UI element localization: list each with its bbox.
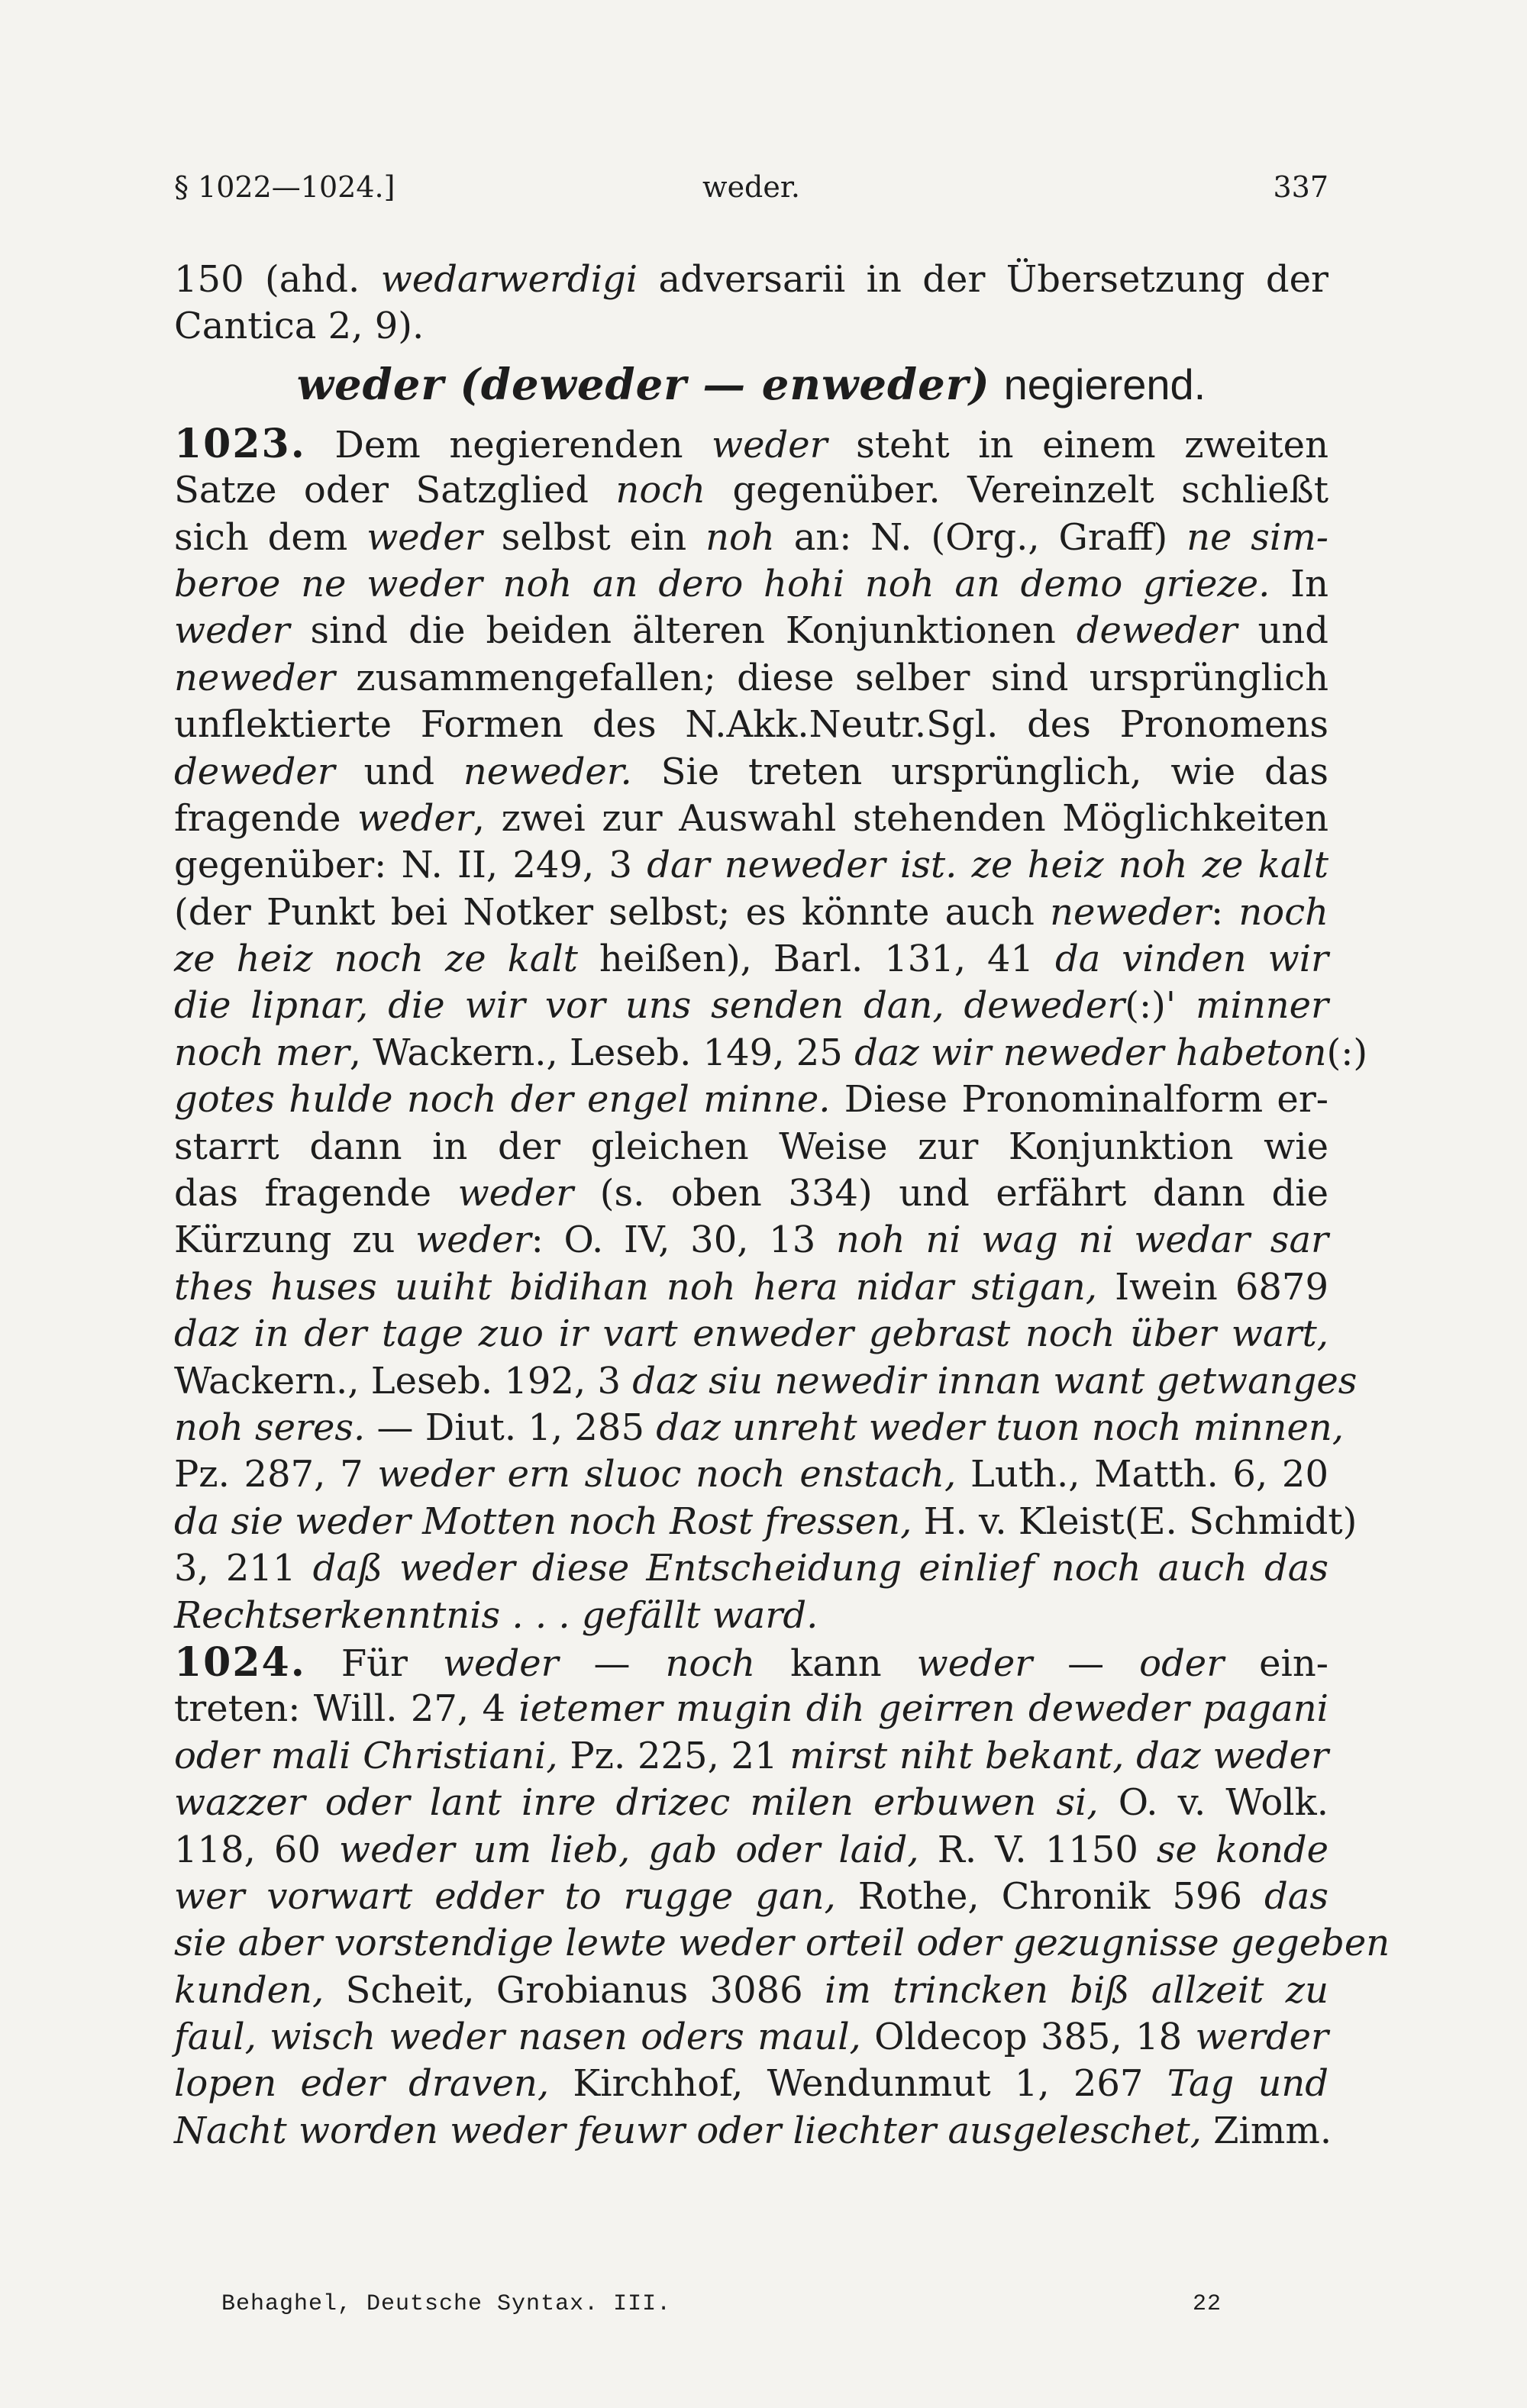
italic-text: ' minner	[1165, 984, 1329, 1028]
italic-text: noh ni wag ni wedar sar	[835, 1219, 1328, 1262]
text-line	[174, 467, 1328, 514]
text-line	[174, 303, 1328, 350]
italic-text: noh seres.	[174, 1406, 366, 1449]
italic-text: mirst niht bekant, daz weder	[789, 1734, 1329, 1777]
roman-text: Scheit, Grobianus 3086	[324, 1968, 825, 2012]
italic-text: noch	[665, 1641, 756, 1685]
text-line	[174, 1593, 1328, 1639]
roman-text: 150 (ahd.	[174, 258, 381, 301]
italic-text: deweder	[174, 750, 335, 793]
footer-sheet-number: 22	[1192, 2291, 1222, 2317]
paragraph-number: 1023.	[174, 420, 306, 467]
italic-text: daz wir neweder habeton	[854, 1031, 1327, 1074]
italic-text: lopen eder draven,	[174, 2062, 550, 2106]
text-line	[174, 1920, 1390, 1967]
text-line	[174, 515, 1328, 561]
text-line	[174, 1311, 1328, 1357]
text-line	[174, 1686, 1328, 1732]
section-heading	[174, 357, 1328, 413]
text-line	[174, 1030, 1368, 1076]
roman-text: (der Punkt bei Notker selbst; es könnte auch	[174, 890, 1051, 934]
text-line	[174, 608, 1328, 654]
text-line	[174, 561, 1328, 608]
italic-text: ietemer mugin dih geirren deweder pagani	[518, 1687, 1329, 1731]
roman-text: , zwei zur Auswahl stehenden Möglichkeiten	[473, 796, 1329, 840]
paragraph-1023	[174, 420, 1368, 1639]
text-line	[174, 655, 1328, 702]
roman-text: und	[1237, 609, 1329, 653]
roman-text: sich dem	[174, 515, 367, 559]
text-line	[174, 2014, 1328, 2061]
italic-text: thes huses uuiht bidihan noh hera nidar stigan,	[174, 1265, 1098, 1309]
italic-text: Tag und	[1167, 2062, 1329, 2106]
italic-text: daz in der tage zuo ir vart enweder gebrast noch über wart,	[174, 1312, 1328, 1356]
text-line	[174, 702, 1328, 748]
text-line	[174, 983, 1328, 1029]
text-line	[174, 1076, 1328, 1123]
roman-text: Pz. 225, 21	[557, 1734, 790, 1777]
italic-text: weder	[457, 1172, 574, 1215]
roman-text: :	[1211, 890, 1239, 934]
roman-text: Für	[305, 1641, 443, 1685]
text-line	[174, 749, 1328, 796]
roman-text: unflektierte Formen des N.Akk.Neutr.Sgl. des Pronomens	[174, 703, 1328, 747]
roman-text: gegenüber: N. II, 249, 3	[174, 844, 647, 887]
text-line	[174, 1451, 1328, 1498]
roman-text: : O. IV, 30, 13	[531, 1219, 836, 1262]
roman-text: 118, 60	[174, 1828, 340, 1871]
italic-text: das	[1264, 1874, 1328, 1918]
roman-text: starrt dann in der gleichen Weise zur Konjunktion wie	[174, 1125, 1328, 1168]
running-header	[174, 169, 1328, 208]
roman-text: In	[1270, 562, 1328, 605]
roman-text: heißen), Barl. 131, 41	[577, 938, 1056, 981]
text-line	[174, 1780, 1328, 1826]
italic-text: wer vorwart edder to rugge gan,	[174, 1874, 836, 1918]
italic-text: daß weder diese Entscheidung einlief noch auch das	[312, 1547, 1328, 1590]
text-line	[174, 2108, 1332, 2155]
roman-text: H. v. Kleist(E. Schmidt)	[912, 1499, 1358, 1543]
text-line	[174, 257, 1328, 303]
roman-text: Luth., Matth. 6, 20	[956, 1453, 1328, 1496]
heading-italic: weder (deweder — enweder)	[296, 359, 990, 410]
roman-text: Sie treten ursprünglich, wie das	[631, 750, 1328, 793]
italic-text: faul, wisch weder nasen oders maul,	[174, 2016, 861, 2059]
italic-text: noh	[705, 515, 775, 559]
roman-text: ein-	[1224, 1641, 1329, 1685]
text-line	[174, 1264, 1328, 1311]
text-line	[174, 1124, 1328, 1170]
roman-text: adversarii in der Übersetzung der	[638, 258, 1329, 301]
paragraph-1024	[174, 1638, 1390, 2155]
italic-text: die lipnar, die wir vor uns senden dan, deweder	[174, 984, 1125, 1028]
page-number: 337	[1273, 170, 1328, 204]
italic-text: ze heiz noch ze kalt	[174, 938, 578, 981]
italic-text: weder ern sluoc noch enstach,	[377, 1453, 957, 1496]
italic-text: noch mer	[174, 1031, 350, 1074]
text-line	[174, 1967, 1328, 2014]
text-line	[174, 1217, 1328, 1264]
roman-text: Pz. 287, 7	[174, 1453, 378, 1496]
italic-text: se konde	[1156, 1828, 1329, 1871]
text-line	[174, 842, 1328, 889]
roman-text: steht in einem zweiten	[827, 423, 1328, 466]
roman-text: Iwein 6879	[1097, 1265, 1329, 1309]
roman-text: Kürzung zu	[174, 1219, 416, 1262]
roman-text: R. V. 1150	[918, 1828, 1157, 1871]
italic-text: sie aber vorstendige lewte weder orteil oder gezugnisse gegeben	[174, 1922, 1390, 1965]
text-line	[174, 2061, 1328, 2107]
roman-text: Cantica 2, 9).	[174, 305, 425, 348]
text-line	[174, 936, 1328, 983]
text-line	[174, 1358, 1358, 1405]
italic-text: weder	[415, 1219, 531, 1262]
text-line	[174, 1170, 1328, 1217]
section-range: § 1022—1024.]	[174, 170, 395, 204]
italic-text: deweder	[1076, 609, 1238, 653]
text-line	[174, 1545, 1328, 1592]
italic-text: weder um lieb, gab oder laid,	[339, 1828, 919, 1871]
italic-text: ne sim-	[1186, 515, 1329, 559]
italic-text: kunden,	[174, 1968, 324, 2012]
footer-signature: Behaghel, Deutsche Syntax. III.	[221, 2291, 672, 2317]
roman-text: O. v. Wolk.	[1098, 1781, 1329, 1825]
italic-text: wazzer oder lant inre drizec milen erbuwen si,	[174, 1781, 1099, 1825]
roman-text: — Diut. 1, 285	[365, 1406, 657, 1449]
text-line	[174, 421, 1328, 467]
italic-text: wedarwerdigi	[380, 258, 638, 301]
italic-text: da vinden wir	[1055, 938, 1329, 981]
italic-text: weder	[174, 609, 290, 653]
roman-text: gegenüber. Vereinzelt schließt	[705, 469, 1329, 512]
text-line	[174, 1733, 1328, 1780]
text-line	[174, 796, 1328, 842]
italic-text: oder mali Christiani,	[174, 1734, 558, 1777]
italic-text: weder	[366, 515, 483, 559]
italic-text: daz unreht weder tuon noch minnen,	[656, 1406, 1345, 1449]
roman-text: und	[334, 750, 463, 793]
text-line	[174, 889, 1328, 936]
roman-text: Oldecop 385, 18	[860, 2016, 1196, 2059]
italic-text: noch	[615, 469, 706, 512]
text-line	[174, 1639, 1328, 1686]
text-line	[174, 1827, 1328, 1874]
italic-text: da sie weder Motten noch Rost fressen,	[174, 1499, 912, 1543]
roman-text: 3, 211	[174, 1547, 313, 1590]
italic-text: Nacht worden weder feuwr oder liechter ausgeleschet,	[174, 2109, 1202, 2152]
italic-text: weder	[916, 1641, 1033, 1685]
italic-text: beroe ne weder noh an dero hohi noh an demo grieze.	[174, 562, 1270, 605]
italic-text: werder	[1195, 2016, 1328, 2059]
italic-text: daz siu newedir innan want getwanges	[632, 1359, 1358, 1403]
page-footer	[221, 2289, 1222, 2322]
italic-text: Rechtserkenntnis . . . gefällt ward.	[174, 1593, 818, 1637]
roman-text: Dem negierenden	[305, 423, 712, 466]
roman-text: fragende	[174, 796, 358, 840]
roman-text: Zimm.	[1201, 2109, 1332, 2152]
text-line	[174, 1405, 1345, 1451]
text-line	[174, 1499, 1358, 1545]
roman-text: Diese Pronominalform er-	[830, 1078, 1329, 1122]
italic-text: neweder	[1050, 890, 1212, 934]
italic-text: weder	[357, 796, 473, 840]
italic-text: weder	[712, 423, 828, 466]
paragraph-1022-end	[174, 257, 1328, 350]
roman-text: Wackern., Leseb. 192, 3	[174, 1359, 633, 1403]
italic-text: dar neweder ist. ze heiz noh ze kalt	[647, 844, 1328, 887]
text-line	[174, 1874, 1328, 1920]
italic-text: neweder	[174, 656, 335, 699]
roman-text: (:)	[1326, 1031, 1368, 1074]
roman-text: Satze oder Satzglied	[174, 469, 616, 512]
italic-text: oder	[1139, 1641, 1225, 1685]
italic-text: noch	[1238, 890, 1328, 934]
roman-text: (:)	[1125, 984, 1166, 1028]
paragraph-number: 1024.	[174, 1638, 306, 1686]
roman-text: selbst ein	[482, 515, 706, 559]
roman-text: , Wackern., Leseb. 149, 25	[349, 1031, 855, 1074]
roman-text: —	[558, 1641, 666, 1685]
roman-text: (s. oben 334) und erfährt dann die	[573, 1172, 1329, 1215]
roman-text: treten: Will. 27, 4	[174, 1687, 519, 1731]
roman-text: an: N. (Org., Graff)	[774, 515, 1187, 559]
italic-text: neweder.	[463, 750, 632, 793]
roman-text: zusammengefallen; diese selber sind ursprünglich	[334, 656, 1328, 699]
roman-text: sind die beiden älteren Konjunktionen	[289, 609, 1077, 653]
page-body	[174, 257, 1390, 2155]
roman-text: Kirchhof, Wendunmut 1, 267	[549, 2062, 1167, 2106]
italic-text: im trincken biß allzeit zu	[825, 1968, 1329, 2012]
roman-text: das fragende	[174, 1172, 458, 1215]
roman-text: Rothe, Chronik 596	[835, 1874, 1265, 1918]
italic-text: weder	[442, 1641, 559, 1685]
running-title: weder.	[702, 170, 800, 204]
roman-text: kann	[755, 1641, 917, 1685]
heading-roman: negierend.	[1003, 360, 1206, 408]
roman-text: —	[1032, 1641, 1140, 1685]
italic-text: gotes hulde noch der engel minne.	[174, 1078, 831, 1122]
